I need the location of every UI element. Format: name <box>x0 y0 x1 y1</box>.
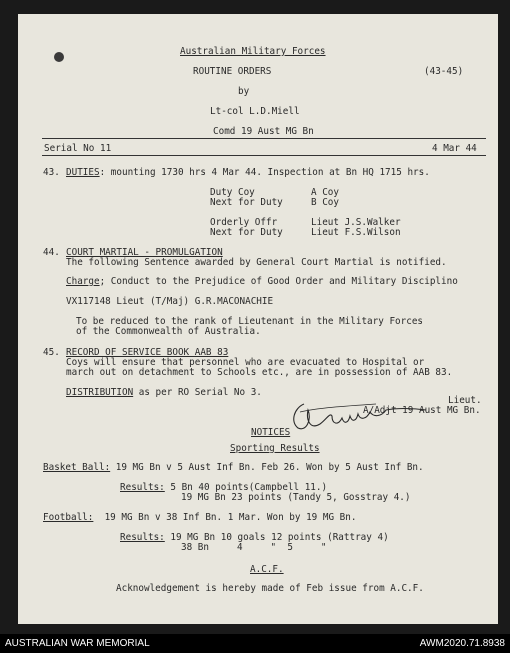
charge-label: Charge <box>66 276 100 287</box>
next-duty-value: B Coy <box>311 197 339 208</box>
notices-heading: NOTICES <box>251 427 291 438</box>
distribution-line <box>66 387 262 398</box>
bottom-rule <box>42 155 486 156</box>
sentence-line-2: of the Commonwealth of Australia. <box>76 326 261 337</box>
duty-coy-value: A Coy <box>311 187 339 198</box>
next-duty-label: Next for Duty <box>210 197 283 208</box>
next-offr-label: Next for Duty <box>210 227 283 238</box>
item-45-number: 45. <box>43 347 60 358</box>
basketball-text: 19 MG Bn v 5 Aust Inf Bn. Feb 26. Won by 5 Aust Inf Bn. <box>110 462 424 473</box>
sporting-results-heading: Sporting Results <box>230 443 320 454</box>
accession-number: AWM2020.71.8938 <box>419 638 505 649</box>
item-45-line-1: Coys will ensure that personnel who are evacuated to Hospital or <box>66 357 425 368</box>
distribution-text: as per RO Serial No 3. <box>133 387 262 398</box>
basketball-line <box>43 462 424 473</box>
signer-rank: Lieut. <box>448 395 482 406</box>
org-heading: Australian Military Forces <box>180 46 326 57</box>
item-43-number: 43. <box>43 167 60 178</box>
officer-name: Lt-col L.D.Miell <box>210 106 300 117</box>
by-text: by <box>238 86 250 97</box>
distribution-label: DISTRIBUTION <box>66 387 134 398</box>
basketball-result-2: 19 MG Bn 23 points (Tandy 5, Gosstray 4.) <box>181 492 411 503</box>
reference-number: (43-45) <box>424 66 464 77</box>
orderly-offr-value: Lieut J.S.Walker <box>311 217 401 228</box>
item-43-text: : mounting 1730 hrs 4 Mar 44. Inspection at Bn HQ 1715 hrs. <box>99 167 430 178</box>
football-line <box>43 512 356 523</box>
archive-footer <box>0 634 510 653</box>
archive-name: AUSTRALIAN WAR MEMORIAL <box>5 638 150 649</box>
football-label: Football: <box>43 512 94 523</box>
item-44-intro: The following Sentence awarded by General Court Martial is notified. <box>66 257 447 268</box>
item-44-heading: COURT MARTIAL - PROMULGATION <box>66 247 223 258</box>
sentence-line-1: To be reduced to the rank of Lieutenant in the Military Forces <box>76 316 424 327</box>
basketball-label: Basket Ball: <box>43 462 111 473</box>
basketball-results-label: Results: <box>120 482 165 493</box>
item-43-heading: DUTIES <box>66 167 100 178</box>
next-offr-value: Lieut F.S.Wilson <box>311 227 401 238</box>
signer-title: A/Adjt 19 Aust MG Bn. <box>363 405 481 416</box>
basketball-result-1: 5 Bn 40 points(Campbell 11.) <box>164 482 328 493</box>
duty-coy-label: Duty Coy <box>210 187 255 198</box>
accused-name: VX117148 Lieut (T/Maj) G.R.MACONACHIE <box>66 296 274 307</box>
acf-text: Acknowledgement is hereby made of Feb issue from A.C.F. <box>116 583 424 594</box>
item-45-heading: RECORD OF SERVICE BOOK AAB 83 <box>66 347 229 358</box>
orderly-offr-label: Orderly Offr <box>210 217 278 228</box>
order-date: 4 Mar 44 <box>432 143 477 154</box>
item-45-line-2: march out on detachment to Schools etc., are in possession of AAB 83. <box>66 367 453 378</box>
serial-number: Serial No 11 <box>44 143 112 154</box>
item-43-line <box>66 167 430 178</box>
item-44-number: 44. <box>43 247 60 258</box>
football-results-label: Results: <box>120 532 165 543</box>
football-result-1: 19 MG Bn 10 goals 12 points (Rattray 4) <box>164 532 389 543</box>
handwritten-signature <box>286 398 436 436</box>
top-rule <box>42 138 486 139</box>
charge-text: ; Conduct to the Prejudice of Good Order and Military Disciplino <box>99 276 458 287</box>
document-page <box>18 14 498 624</box>
charge-line <box>66 276 458 287</box>
football-text: 19 MG Bn v 38 Inf Bn. 1 Mar. Won by 19 MG Bn. <box>93 512 357 523</box>
acf-heading: A.C.F. <box>250 564 284 575</box>
football-result-2: 38 Bn 4 " 5 " <box>181 542 327 553</box>
unit-name: Comd 19 Aust MG Bn <box>213 126 314 137</box>
orders-title: ROUTINE ORDERS <box>193 66 272 77</box>
punch-hole <box>54 52 64 62</box>
